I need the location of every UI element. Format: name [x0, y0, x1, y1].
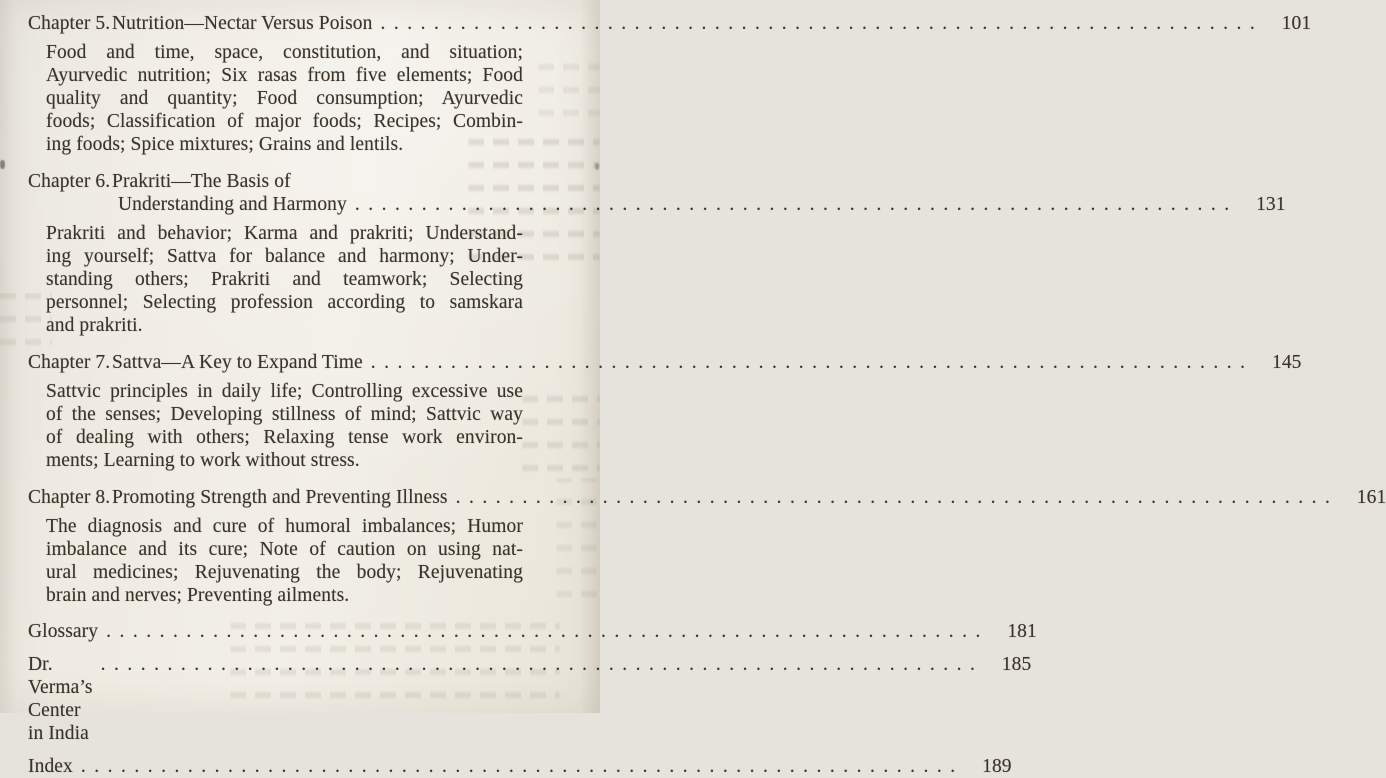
chapter-title: Nutrition—Nectar Versus Poison [112, 13, 373, 34]
chapter-title: Promoting Strength and Preventing Illness [112, 487, 448, 508]
description-line: standing others; Prakriti and teamwork; Selecting [46, 269, 523, 290]
description-line: Sattvic principles in daily life; Controlling excessive use [46, 381, 523, 402]
chapter-label: Chapter 5. [28, 13, 111, 34]
chapter-7-description [46, 380, 523, 472]
page-number: 185 [1001, 654, 1032, 675]
toc-entry-index [28, 755, 1012, 778]
back-matter-label: Glossary [28, 621, 99, 642]
description-line: Ayurvedic nutrition; Six rasas from five elements; Food [46, 65, 523, 86]
chapter-6-description [46, 222, 523, 337]
toc-entry-chapter-7 [28, 351, 1302, 374]
description-line: imbalance and its cure; Note of caution on using nat- [46, 539, 523, 560]
leader-dots [456, 486, 1339, 509]
page-number: 161 [1356, 487, 1386, 508]
page-number: 101 [1281, 13, 1312, 34]
description-line: of the senses; Developing stillness of mind; Sattvic way [46, 404, 523, 425]
chapter-title-line-1: Prakriti—The Basis of [112, 171, 291, 192]
page-number: 145 [1271, 352, 1302, 373]
leader-dots [355, 193, 1238, 216]
description-line: and prakriti. [46, 315, 143, 336]
back-matter-label: Dr. Verma’s Center in India [28, 654, 93, 744]
description-line: Prakriti and behavior; Karma and prakriti; Understand- [46, 223, 523, 244]
description-line: brain and nerves; Preventing ailments. [46, 585, 350, 606]
description-line: of dealing with others; Relaxing tense work environ- [46, 427, 523, 448]
leader-dots [101, 653, 984, 676]
page-number: 181 [1007, 621, 1037, 642]
chapter-8-description [46, 515, 523, 607]
description-line: ing yourself; Sattva for balance and harmony; Under- [46, 246, 523, 267]
page-number: 131 [1256, 194, 1286, 215]
toc-entry-chapter-6-line-2 [28, 193, 1286, 216]
chapter-label: Chapter 7. [28, 352, 111, 373]
toc-entry-chapter-5 [28, 12, 1312, 35]
chapter-title: Sattva—A Key to Expand Time [112, 352, 363, 373]
description-line: ments; Learning to work without stress. [46, 450, 360, 471]
description-line: The diagnosis and cure of humoral imbalances; Humor [46, 516, 523, 537]
description-line: personnel; Selecting profession according to samskara [46, 292, 523, 313]
toc-entry-chapter-8 [28, 486, 1386, 509]
toc-entry-glossary [28, 620, 1037, 643]
toc-entry-dr-vermas-center [28, 653, 1032, 745]
chapter-title-line-2: Understanding and Harmony [118, 194, 347, 215]
leader-dots [81, 755, 964, 778]
leader-dots [380, 12, 1263, 35]
description-line: ing foods; Spice mixtures; Grains and lentils. [46, 134, 404, 155]
description-line: Food and time, space, constitution, and situation; [46, 42, 523, 63]
description-line: ural medicines; Rejuvenating the body; Rejuvenating [46, 562, 523, 583]
page-number: 189 [982, 756, 1012, 777]
back-matter-label: Index [28, 756, 73, 777]
description-line: quality and quantity; Food consumption; Ayurvedic [46, 88, 523, 109]
toc-entry-chapter-6 [28, 170, 575, 193]
chapter-label: Chapter 6. [28, 171, 111, 192]
leader-dots [106, 620, 989, 643]
leader-dots [371, 351, 1254, 374]
chapter-label: Chapter 8. [28, 487, 111, 508]
description-line: foods; Classification of major foods; Recipes; Combin- [46, 111, 523, 132]
chapter-5-description [46, 41, 523, 156]
